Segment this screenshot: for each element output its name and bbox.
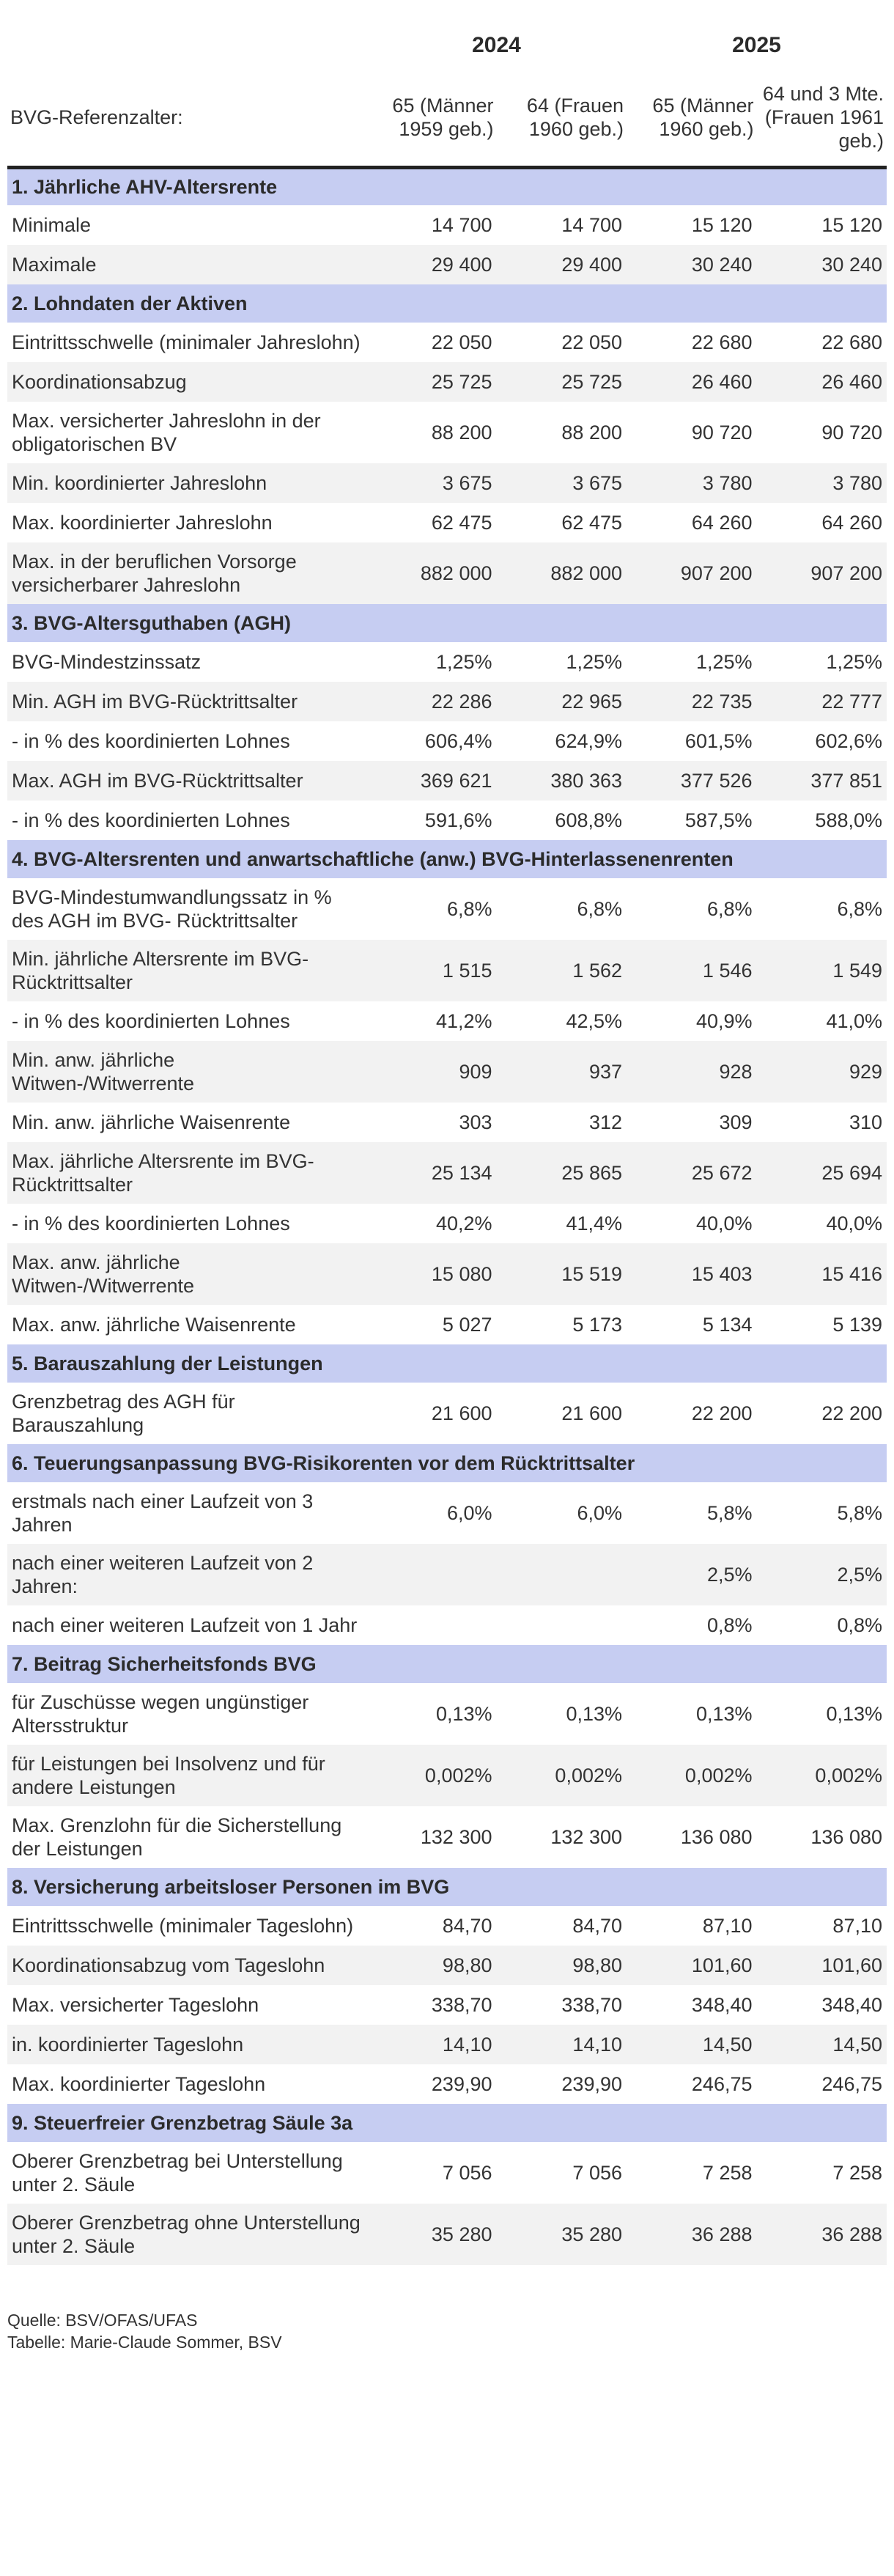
row-label: Max. koordinierter Tageslohn [12,2073,266,2095]
row-value: 25 865 [497,1142,627,1204]
row-value: 6,0% [446,1502,492,1524]
section-header [7,1868,887,1906]
row-value: 40,2% [435,1212,492,1234]
row-value: 42,5% [566,1010,622,1032]
table-row [7,1243,887,1305]
row-value: 1 515 [366,940,497,1001]
row-value: 2,5% [627,1544,757,1605]
row-value: 15 403 [627,1243,757,1305]
section-title: 5. Barauszahlung der Leistungen [7,1344,887,1383]
row-value: 30 240 [627,245,757,284]
row-label: in. koordinierter Tageslohn [7,2025,366,2064]
row-value: 5,8% [837,1502,882,1524]
row-label: Maximale [7,245,366,284]
reference-age-value: 65 (Männer 1959 geb.) [366,69,497,167]
row-value: 3 780 [627,463,757,503]
row-value: 928 [627,1041,757,1103]
row-value: 0,002% [627,1745,757,1806]
row-value: 22 777 [757,682,887,721]
section-title: 7. Beitrag Sicherheitsfonds BVG [7,1645,887,1683]
section-header [7,1344,887,1383]
row-value: 338,70 [561,1994,622,2016]
row-value: 3 675 [366,463,497,503]
row-label: Min. AGH im BVG-Rücktrittsalter [7,682,366,721]
table-row [7,1906,887,1946]
row-value: 87,10 [832,1915,882,1937]
row-value: 101,60 [627,1946,757,1985]
table-row [7,1683,887,1745]
row-value: 41,0% [826,1010,882,1032]
row-value: 22 965 [497,682,627,721]
row-value: 882 000 [497,542,627,604]
row-value: 25 694 [757,1142,887,1204]
row-value: 1,25% [695,651,753,673]
year-header-2024: 2024 [472,33,521,57]
row-value: 14,50 [627,2025,757,2064]
row-value: 88 200 [561,422,622,444]
row-value: 5 134 [702,1314,753,1336]
row-label: erstmals nach einer Laufzeit von 3 Jahren [12,1490,314,1536]
row-label: Oberer Grenzbetrag ohne Unterstellung unter 2. Säule [7,2204,366,2265]
row-value: 136 080 [680,1826,753,1848]
row-value: 22 735 [627,682,757,721]
row-label: Max. versicherter Jahreslohn in der obligatorischen BV [12,410,321,455]
row-value: 88 200 [431,422,492,444]
table-row [7,1305,887,1344]
row-value: 26 460 [757,362,887,402]
table-row [7,1204,887,1243]
row-value: 380 363 [497,761,627,801]
table-row [7,205,887,245]
row-value: 64 260 [821,512,882,534]
table-row [7,402,887,463]
row-value: 309 [719,1111,753,1133]
row-value: 14 700 [431,214,492,236]
row-value: 36 288 [757,2204,887,2265]
table-row [7,2142,887,2204]
row-value: 64 260 [691,512,753,534]
row-value: 348,40 [691,1994,753,2016]
table-row [7,362,887,402]
row-label: Max. versicherter Tageslohn [12,1994,259,2016]
credit-note: Tabelle: Marie-Claude Sommer, BSV [7,2333,282,2352]
row-value: 7 258 [832,2162,882,2184]
row-value: 310 [849,1111,882,1133]
row-value: 7 056 [442,2162,492,2184]
table-row [7,940,887,1001]
row-value: 937 [497,1041,627,1103]
row-value: 62 475 [431,512,492,534]
row-value: 5 027 [442,1314,492,1336]
row-label: für Zuschüsse wegen ungünstiger Altersstruktur [12,1691,309,1737]
table-row [7,1806,887,1868]
row-value: 22 200 [691,1402,753,1424]
section-header [7,604,887,642]
row-value: 1,25% [435,651,492,673]
source-note: Quelle: BSV/OFAS/UFAS [7,2311,198,2330]
section-header [7,1444,887,1482]
bvg-table [7,22,887,2265]
row-value: 3 675 [497,463,627,503]
row-value: 377 526 [627,761,757,801]
row-value: 22 050 [431,331,492,353]
row-value: 369 621 [366,761,497,801]
table-row [7,1103,887,1142]
row-value: 15 120 [821,214,882,236]
row-value: 907 200 [757,542,887,604]
row-value: 1,25% [826,651,882,673]
table-body [7,22,887,2265]
reference-age-value: 65 (Männer 1960 geb.) [627,69,757,167]
row-value: 0,13% [566,1703,622,1725]
section-header [7,1645,887,1683]
table-row [7,1001,887,1041]
table-row [7,682,887,721]
row-value: 98,80 [497,1946,627,1985]
row-value: 15 120 [691,214,753,236]
table-row [7,801,887,840]
row-value: 1 546 [627,940,757,1001]
row-label: BVG-Mindestumwandlungssatz in % des AGH im BVG- Rücktrittsalter [12,886,332,932]
row-value: 3 780 [757,463,887,503]
row-label: Max. in der beruflichen Vorsorge versicherbarer Jahreslohn [7,542,366,604]
row-label: Eintrittsschwelle (minimaler Tageslohn) [12,1915,354,1937]
row-value: 22 200 [821,1402,882,1424]
row-value: 1,25% [566,651,622,673]
row-value: 588,0% [815,809,882,831]
row-value: 0,13% [695,1703,753,1725]
row-value: 40,0% [695,1212,753,1234]
table-row [7,1482,887,1544]
row-value: 608,8% [555,809,622,831]
reference-age-row [7,69,887,167]
table-row [7,503,887,542]
row-value: 601,5% [684,730,753,752]
row-value: 22 286 [366,682,497,721]
reference-age-label: BVG-Referenzalter: [7,69,366,167]
row-value: 14,10 [366,2025,497,2064]
row-value: 15 416 [757,1243,887,1305]
row-label: nach einer weiteren Laufzeit von 1 Jahr [12,1614,358,1636]
table-row [7,2064,887,2104]
table-row [7,1946,887,1985]
row-label: Grenzbetrag des AGH für Barauszahlung [12,1391,235,1436]
row-value: 101,60 [757,1946,887,1985]
row-value: 6,8% [706,898,753,920]
row-value: 239,90 [561,2073,622,2095]
row-value: 246,75 [691,2073,753,2095]
section-title: 6. Teuerungsanpassung BVG-Risikorenten vor dem Rücktrittsalter [7,1444,887,1482]
row-value: 22 680 [821,331,882,353]
row-value: 6,0% [577,1502,622,1524]
row-label: Max. jährliche Altersrente im BVG-Rücktrittsalter [7,1142,366,1204]
row-value: 0,002% [757,1745,887,1806]
table-row [7,323,887,362]
row-value: 132 300 [420,1826,492,1848]
row-value: 36 288 [627,2204,757,2265]
row-value: 41,2% [435,1010,492,1032]
table-row [7,721,887,761]
row-value: 5 173 [572,1314,622,1336]
row-value: 22 680 [691,331,753,353]
row-value: 136 080 [810,1826,882,1848]
row-value: 909 [366,1041,497,1103]
year-header-2025: 2025 [732,33,781,57]
year-header-blank [7,22,366,69]
row-value: 90 720 [691,422,753,444]
table-row [7,1544,887,1605]
row-value: 87,10 [702,1915,753,1937]
row-label: Minimale [12,214,92,236]
row-value: 21 600 [431,1402,492,1424]
row-value: 882 000 [366,542,497,604]
row-value: 7 258 [702,2162,753,2184]
section-title: 1. Jährliche AHV-Altersrente [7,167,887,205]
row-value: 6,8% [446,898,492,920]
table-row [7,1985,887,2025]
row-value: 84,70 [442,1915,492,1937]
table-row [7,1142,887,1204]
row-label: - in % des koordinierten Lohnes [12,1212,290,1234]
row-value: 26 460 [627,362,757,402]
table-row [7,761,887,801]
row-label: für Leistungen bei Insolvenz und für andere Leistungen [7,1745,366,1806]
row-value: 15 519 [497,1243,627,1305]
row-value: 30 240 [757,245,887,284]
table-row [7,1605,887,1645]
row-value: 6,8% [837,898,882,920]
row-value: 14 700 [561,214,622,236]
section-header [7,840,887,878]
row-value: 40,0% [826,1212,882,1234]
year-header-row [7,22,887,69]
row-value: 587,5% [684,809,753,831]
row-value: 62 475 [561,512,622,534]
row-value: 0,002% [497,1745,627,1806]
table-row [7,878,887,940]
row-label: nach einer weiteren Laufzeit von 2 Jahren: [7,1544,366,1605]
table-row [7,2025,887,2064]
row-value: 29 400 [497,245,627,284]
row-value: 1 549 [757,940,887,1001]
row-value [497,1605,627,1645]
row-value: 6,8% [577,898,622,920]
row-value: 338,70 [431,1994,492,2016]
row-label: Min. anw. jährliche Witwen-/Witwerrente [7,1041,366,1103]
row-value: 132 300 [550,1826,622,1848]
row-value: 0,8% [837,1614,882,1636]
row-value: 1 562 [497,940,627,1001]
row-value: 29 400 [366,245,497,284]
row-value: 35 280 [497,2204,627,2265]
reference-age-value: 64 (Frauen 1960 geb.) [497,69,627,167]
row-value: 25 725 [497,362,627,402]
row-value: 5 139 [832,1314,882,1336]
row-label: Min. jährliche Altersrente im BVG-Rücktrittsalter [7,940,366,1001]
row-value: 246,75 [821,2073,882,2095]
row-label: BVG-Mindestzinssatz [12,651,202,673]
row-value: 14,50 [757,2025,887,2064]
row-value: 0,002% [366,1745,497,1806]
row-value: 303 [459,1111,492,1133]
row-value: 591,6% [424,809,492,831]
row-label: - in % des koordinierten Lohnes [12,809,290,831]
section-title: 3. BVG-Altersguthaben (AGH) [7,604,887,642]
row-label: Max. anw. jährliche Waisenrente [12,1314,296,1336]
row-value: 0,13% [435,1703,492,1725]
table-row [7,1745,887,1806]
row-label: Oberer Grenzbetrag bei Unterstellung unter 2. Säule [12,2150,343,2196]
row-label: Eintrittsschwelle (minimaler Jahreslohn) [12,331,361,353]
row-value: 0,8% [706,1614,753,1636]
row-label: Min. koordinierter Jahreslohn [7,463,366,503]
section-title: 9. Steuerfreier Grenzbetrag Säule 3a [7,2104,887,2142]
row-value: 312 [588,1111,622,1133]
row-value: 0,13% [826,1703,882,1725]
row-value: 907 200 [627,542,757,604]
row-value: 25 134 [366,1142,497,1204]
table-row [7,245,887,284]
section-title: 2. Lohndaten der Aktiven [7,284,887,323]
row-value [497,1544,627,1605]
row-value: 15 080 [366,1243,497,1305]
section-title: 8. Versicherung arbeitsloser Personen im BVG [7,1868,887,1906]
row-value: 41,4% [566,1212,622,1234]
row-value: 348,40 [821,1994,882,2016]
row-label: - in % des koordinierten Lohnes [12,1010,290,1032]
reference-age-value: 64 und 3 Mte. (Frauen 1961 geb.) [757,69,887,167]
section-title: 4. BVG-Altersrenten und anwartschaftliche (anw.) BVG-Hinterlassenenrenten [7,840,887,878]
table-row [7,642,887,682]
row-value: 98,80 [366,1946,497,1985]
row-value [366,1605,497,1645]
table-row [7,542,887,604]
row-label: - in % des koordinierten Lohnes [12,730,290,752]
row-value: 2,5% [757,1544,887,1605]
row-value: 35 280 [366,2204,497,2265]
table-row [7,1383,887,1444]
row-value: 239,90 [431,2073,492,2095]
row-value: 25 725 [366,362,497,402]
row-value: 624,9% [555,730,622,752]
row-value: 40,9% [695,1010,753,1032]
row-value: 377 851 [757,761,887,801]
row-value: 606,4% [424,730,492,752]
section-header [7,167,887,205]
row-value: 21 600 [561,1402,622,1424]
row-value: 602,6% [815,730,882,752]
row-value: 14,10 [497,2025,627,2064]
row-label: Min. anw. jährliche Waisenrente [12,1111,291,1133]
row-label: Max. Grenzlohn für die Sicherstellung der Leistungen [12,1814,342,1860]
row-value: 90 720 [821,422,882,444]
row-value [366,1544,497,1605]
row-label: Max. koordinierter Jahreslohn [12,512,273,534]
row-label: Max. AGH im BVG-Rücktrittsalter [7,761,366,801]
table-row [7,1041,887,1103]
row-value: 929 [757,1041,887,1103]
row-label: Koordinationsabzug vom Tageslohn [7,1946,366,1985]
row-value: 5,8% [706,1502,753,1524]
section-header [7,2104,887,2142]
row-value: 7 056 [572,2162,622,2184]
table-row [7,463,887,503]
row-label: Koordinationsabzug [7,362,366,402]
table-row [7,2204,887,2265]
row-label: Max. anw. jährliche Witwen-/Witwerrente [7,1243,366,1305]
row-value: 25 672 [627,1142,757,1204]
row-value: 22 050 [561,331,622,353]
section-header [7,284,887,323]
row-value: 84,70 [572,1915,622,1937]
